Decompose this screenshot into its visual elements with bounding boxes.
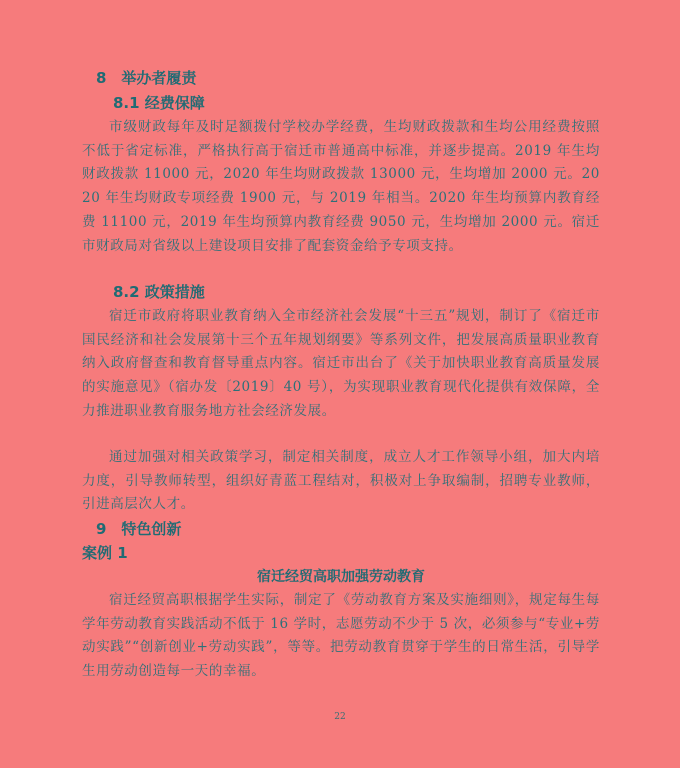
page-number: 22 — [334, 712, 346, 722]
case-label: 案例 1 — [82, 544, 128, 562]
case-title: 宿迁经贸高职加强劳动教育 — [257, 569, 425, 585]
section-9-heading: 9 特色创新 — [96, 520, 182, 538]
case-paragraph: 宿迁经贸高职根据学生实际，制定了《劳动教育方案及实施细则》，规定每生每学年劳动教育实践活动不低于 16 学时，志愿劳动不少于 5 次，必须参与“专业+劳动实践”“创新创业+劳动实践”，等等。把劳动教育贯穿于学生的日常生活，引导学生用劳动创造每一天的幸福。 — [82, 592, 600, 680]
section-8-heading: 8 举办者履责 — [96, 69, 197, 87]
section-8-2-heading: 8.2 政策措施 — [113, 283, 205, 301]
policy-paragraph-2: 通过加强对相关政策学习，制定相关制度，成立人才工作领导小组，加大内培力度，引导教师转型，组织好青蓝工程结对，积极对上争取编制，招聘专业教师，引进高层次人才。 — [82, 449, 600, 513]
funding-paragraph: 市级财政每年及时足额拨付学校办学经费，生均财政拨款和生均公用经费按照不低于省定标准，严格执行高于宿迁市普通高中标准，并逐步提高。2019 年生均财政拨款 11000 元，2020 年生均财政拨款 13000 元，生均增加 2000 元。2020 年生均财政专项经费 1900 元，与 2019 年相当。2020 年生均预算内教育经费 11100 元，2019 年生均预算内教育经费 9050 元，生均增加 2000 元。宿迁市财政局对省级以上建设项目安排了配套资金给予专项支持。 — [82, 119, 600, 254]
section-8-1-heading: 8.1 经费保障 — [113, 94, 205, 112]
policy-paragraph-1: 宿迁市政府将职业教育纳入全市经济社会发展“十三五”规划，制订了《宿迁市国民经济和社会发展第十三个五年规划纲要》等系列文件，把发展高质量职业教育纳入政府督查和教育督导重点内容。宿迁市出台了《关于加快职业教育高质量发展的实施意见》（宿办发〔2019〕40 号），为实现职业教育现代化提供有效保障，全力推进职业教育服务地方社会经济发展。 — [82, 308, 600, 419]
